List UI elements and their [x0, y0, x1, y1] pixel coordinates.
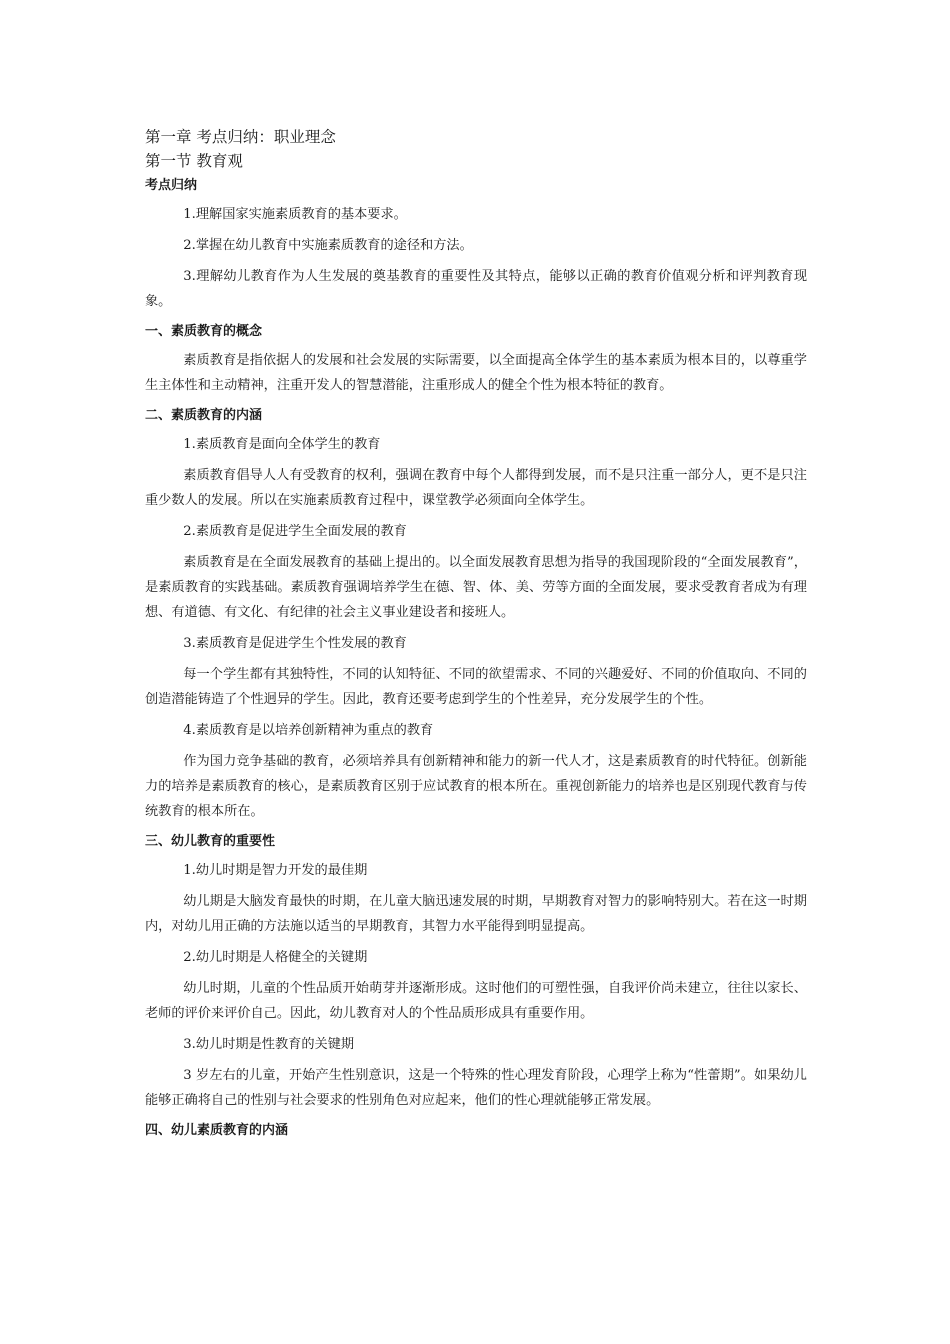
- section-3-para-1: 幼儿期是大脑发育最快的时期，在儿童大脑迅速发展的时期，早期教育对智力的影响特别大。若在这一时期内，对幼儿用正确的方法施以适当的早期教育，其智力水平能得到明显提高。: [145, 894, 807, 934]
- section-1-text: 素质教育是指依据人的发展和社会发展的实际需要，以全面提高全体学生的基本素质为根本目的，以尊重学生主体性和主动精神，注重开发人的智慧潜能，注重形成人的健全个性为根本特征的教育。: [145, 353, 807, 393]
- section-3-item-1: 1.幼儿时期是智力开发的最佳期: [183, 863, 368, 878]
- section-3-heading: 三、幼儿教育的重要性: [145, 834, 276, 849]
- section-2-item-2: 2.素质教育是促进学生全面发展的教育: [183, 524, 407, 539]
- section-3-para-3: 3 岁左右的儿童，开始产生性别意识，这是一个特殊的性心理发育阶段，心理学上称为“性蕾期”。如果幼儿能够正确将自己的性别与社会要求的性别角色对应起来，他们的性心理就能够正常发展。: [145, 1068, 807, 1108]
- section-3-para-2: 幼儿时期，儿童的个性品质开始萌芽并逐渐形成。这时他们的可塑性强，自我评价尚未建立，往往以家长、老师的评价来评价自己。因此，幼儿教育对人的个性品质形成具有重要作用。: [145, 981, 807, 1021]
- section-2-item-4: 4.素质教育是以培养创新精神为重点的教育: [183, 723, 434, 738]
- summary-label: 考点归纳: [145, 178, 198, 193]
- section-2-item-1: 1.素质教育是面向全体学生的教育: [183, 437, 381, 452]
- section-title: 第一节 教育观: [145, 152, 243, 170]
- summary-item-1: 1.理解国家实施素质教育的基本要求。: [183, 207, 407, 222]
- section-3-item-2: 2.幼儿时期是人格健全的关键期: [183, 950, 368, 965]
- summary-item-3: 3.理解幼儿教育作为人生发展的奠基教育的重要性及其特点，能够以正确的教育价值观分析和评判教育现象。: [145, 269, 807, 309]
- section-2-para-4: 作为国力竞争基础的教育，必须培养具有创新精神和能力的新一代人才，这是素质教育的时代特征。创新能力的培养是素质教育的核心，是素质教育区别于应试教育的根本所在。重视创新能力的培养也是区别现代教育与传统教育的根本所在。: [145, 754, 807, 819]
- summary-item-2: 2.掌握在幼儿教育中实施素质教育的途径和方法。: [183, 238, 473, 253]
- chapter-title: 第一章 考点归纳：职业理念: [145, 128, 336, 146]
- section-1-heading: 一、素质教育的概念: [145, 324, 263, 339]
- section-2-heading: 二、素质教育的内涵: [145, 408, 263, 423]
- section-2-para-1: 素质教育倡导人人有受教育的权利，强调在教育中每个人都得到发展，而不是只注重一部分人，更不是只注重少数人的发展。所以在实施素质教育过程中，课堂教学必须面向全体学生。: [145, 468, 807, 508]
- section-2-para-2: 素质教育是在全面发展教育的基础上提出的。以全面发展教育思想为指导的我国现阶段的“全面发展教育”，是素质教育的实践基础。素质教育强调培养学生在德、智、体、美、劳等方面的全面发展，要求受教育者成为有理想、有道德、有文化、有纪律的社会主义事业建设者和接班人。: [145, 555, 807, 620]
- document-page: [145, 126, 807, 1147]
- section-2-item-3: 3.素质教育是促进学生个性发展的教育: [183, 636, 407, 651]
- section-3-item-3: 3.幼儿时期是性教育的关键期: [183, 1037, 355, 1052]
- section-2-para-3: 每一个学生都有其独特性，不同的认知特征、不同的欲望需求、不同的兴趣爱好、不同的价值取向、不同的创造潜能铸造了个性迥异的学生。因此，教育还要考虑到学生的个性差异，充分发展学生的个性。: [145, 667, 807, 707]
- section-4-heading: 四、幼儿素质教育的内涵: [145, 1123, 289, 1138]
